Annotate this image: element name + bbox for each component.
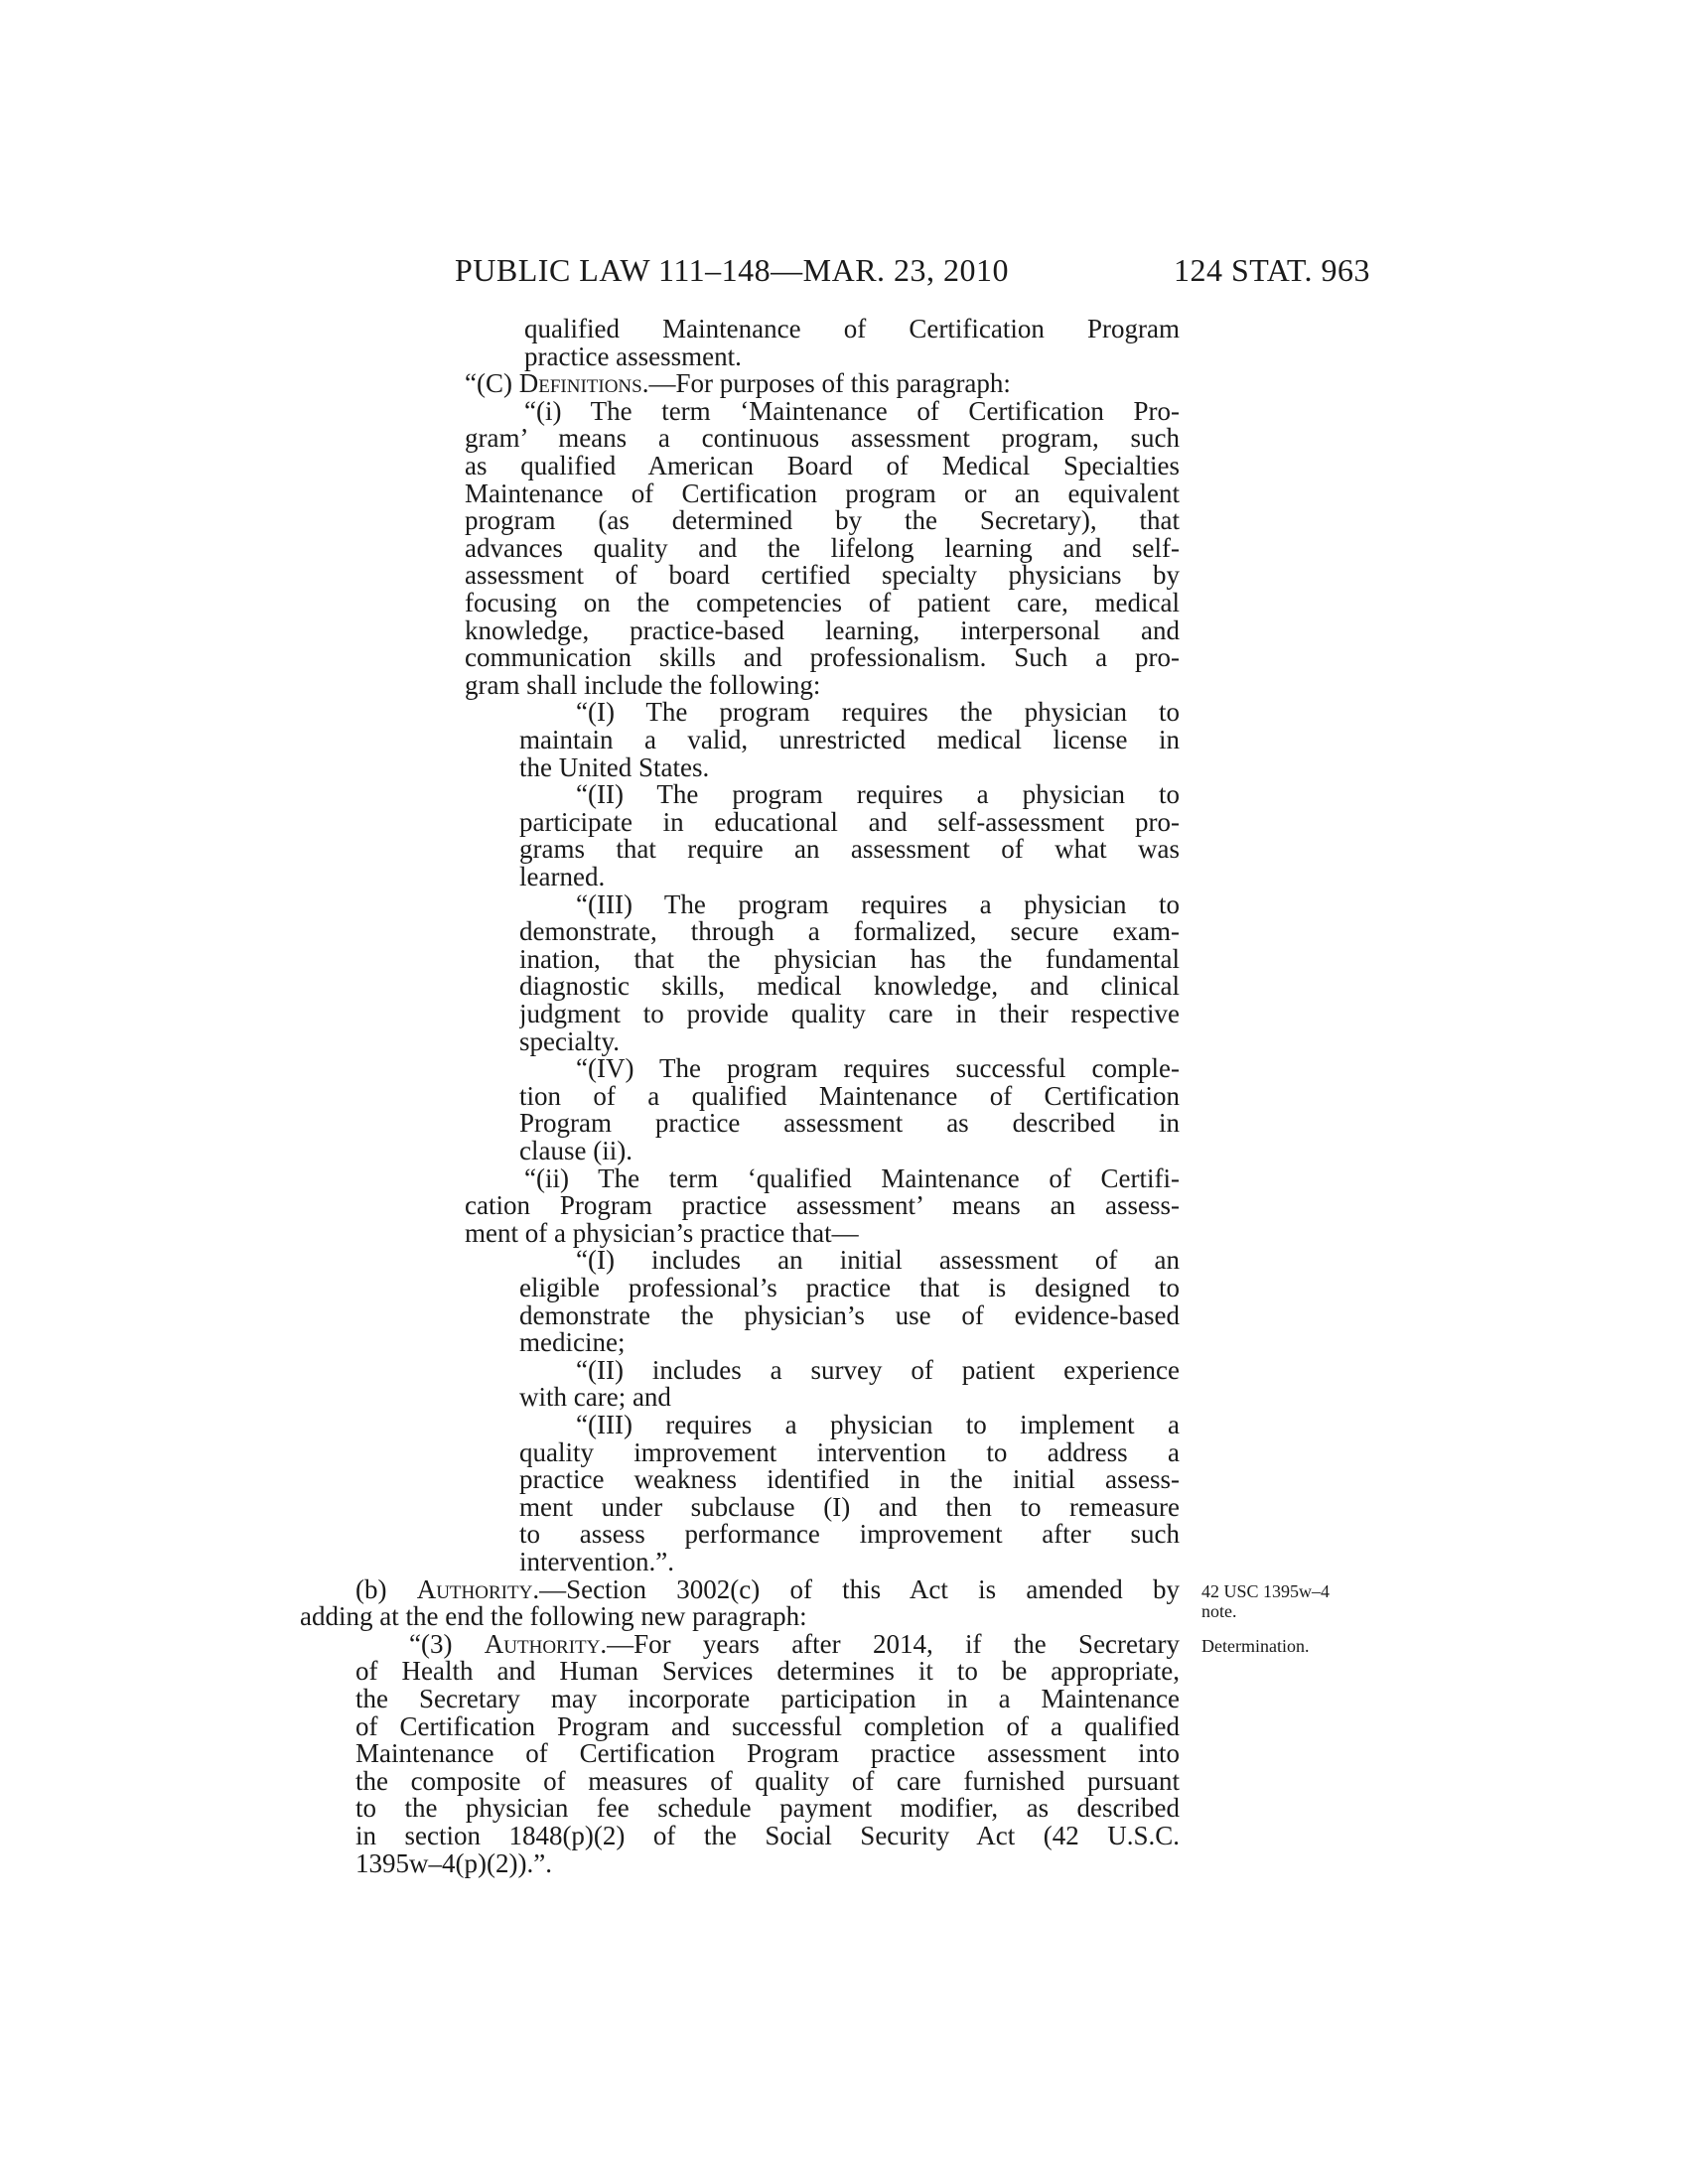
margin-note: 42 USC 1395w–4 (1201, 1580, 1331, 1601)
text-line: tion of a qualified Maintenance of Certification (519, 1082, 1180, 1111)
text-line: focusing on the competencies of patient care, medical (465, 590, 1180, 617)
text-line: gram shall include the following: (465, 669, 821, 700)
text-line: gram’ means a continuous assessment program, such (465, 425, 1180, 454)
text-line: Program practice assessment as described in (519, 1110, 1180, 1139)
section-heading: Authority (416, 1575, 533, 1604)
text-line: “(II) The program requires a physician to (576, 781, 1180, 810)
text-line: in section 1848(p)(2) of the Social Security Act (42 U.S.C. (355, 1823, 1180, 1850)
text-line: learned. (519, 862, 606, 891)
text-line: ment of a physician’s practice that— (465, 1217, 859, 1248)
text-line: of Certification Program and successful completion of a qualified (355, 1712, 1180, 1741)
margin-note: note. (1201, 1601, 1237, 1622)
text-line: quality improvement intervention to address a (519, 1438, 1180, 1467)
text-line: with care; and (519, 1382, 671, 1413)
text-line: adding at the end the following new paragraph: (300, 1601, 807, 1632)
section-heading: Authority (484, 1630, 601, 1659)
text-line: ment under subclause (I) and then to remeasure (519, 1493, 1180, 1522)
text-line: grams that require an assessment of what was (519, 836, 1180, 865)
text-line: medicine; (519, 1327, 626, 1358)
text-line: specialty. (519, 1025, 620, 1056)
text-line: “(III) requires a physician to implement a (576, 1412, 1180, 1439)
text-line: qualified Maintenance of Certification Program (524, 316, 1180, 343)
text-line: “(I) The program requires the physician to (576, 699, 1180, 728)
text-line: Maintenance of Certification Program practice assessment into (355, 1740, 1180, 1769)
text-line: the Secretary may incorporate participation in a Maintenance (355, 1686, 1180, 1713)
text-line: maintain a valid, unrestricted medical license in (519, 727, 1180, 754)
text-line: to assess performance improvement after such (519, 1521, 1180, 1550)
text-line: the composite of measures of quality of care furnished pursuant (355, 1767, 1180, 1796)
text-line: of Health and Human Services determines it to be appropriate, (355, 1658, 1180, 1687)
text-line: “(ii) The term ‘qualified Maintenance of Certifi- (524, 1164, 1180, 1193)
text-line: intervention.”. (519, 1547, 674, 1576)
text-line: 1395w–4(p)(2)).”. (355, 1847, 552, 1878)
text-line: program (as determined by the Secretary), that (465, 507, 1180, 536)
text-line: “(C) Definitions.—For purposes of this paragraph: (465, 368, 1011, 399)
text-line: “(II) includes a survey of patient experience (576, 1356, 1180, 1385)
text-line: participate in educational and self-assessment pro- (519, 808, 1180, 837)
text-line: the United States. (519, 751, 710, 782)
text-line: knowledge, practice-based learning, interpersonal and (465, 616, 1180, 645)
text-line: “(III) The program requires a physician to (576, 890, 1180, 919)
text-line: Maintenance of Certification program or an equivalent (465, 479, 1180, 508)
text-line: cation Program practice assessment’ means an assess- (465, 1192, 1180, 1221)
text-line: demonstrate the physician’s use of evidence-based (519, 1301, 1180, 1330)
text-line: ination, that the physician has the fundamental (519, 945, 1180, 974)
section-heading: Definitions (518, 368, 642, 399)
text-line: judgment to provide quality care in their respective (519, 1001, 1180, 1028)
text-line: diagnostic skills, medical knowledge, and clinical (519, 973, 1180, 1002)
text-line: “(I) includes an initial assessment of an (576, 1247, 1180, 1276)
text-line: practice weakness identified in the initial assess- (519, 1466, 1180, 1495)
text-line: (b) Authority.—Section 3002(c) of this Act is amended by (355, 1575, 1180, 1604)
text-line: clause (ii). (519, 1136, 633, 1165)
text-line: “(i) The term ‘Maintenance of Certification Pro- (524, 397, 1180, 426)
margin-note: Determination. (1201, 1635, 1310, 1656)
text-line: practice assessment. (524, 341, 742, 371)
public-law-title: PUBLIC LAW 111–148—MAR. 23, 2010 (455, 252, 1010, 288)
text-line: to the physician fee schedule payment modifier, as described (355, 1795, 1180, 1824)
text-line: “(IV) The program requires successful comple- (576, 1055, 1180, 1084)
text-line: as qualified American Board of Medical Specialties (465, 453, 1180, 480)
text-line: advances quality and the lifelong learning and self- (465, 534, 1180, 563)
text-line: eligible professional’s practice that is designed to (519, 1275, 1180, 1302)
text-line: demonstrate, through a formalized, secure exam- (519, 918, 1180, 947)
statute-page-number: 124 STAT. 963 (1173, 252, 1370, 288)
text-line: “(3) Authority.—For years after 2014, if the Secretary (409, 1630, 1180, 1659)
text-line: communication skills and professionalism. Such a pro- (465, 644, 1180, 673)
text-line: assessment of board certified specialty physicians by (465, 562, 1180, 591)
